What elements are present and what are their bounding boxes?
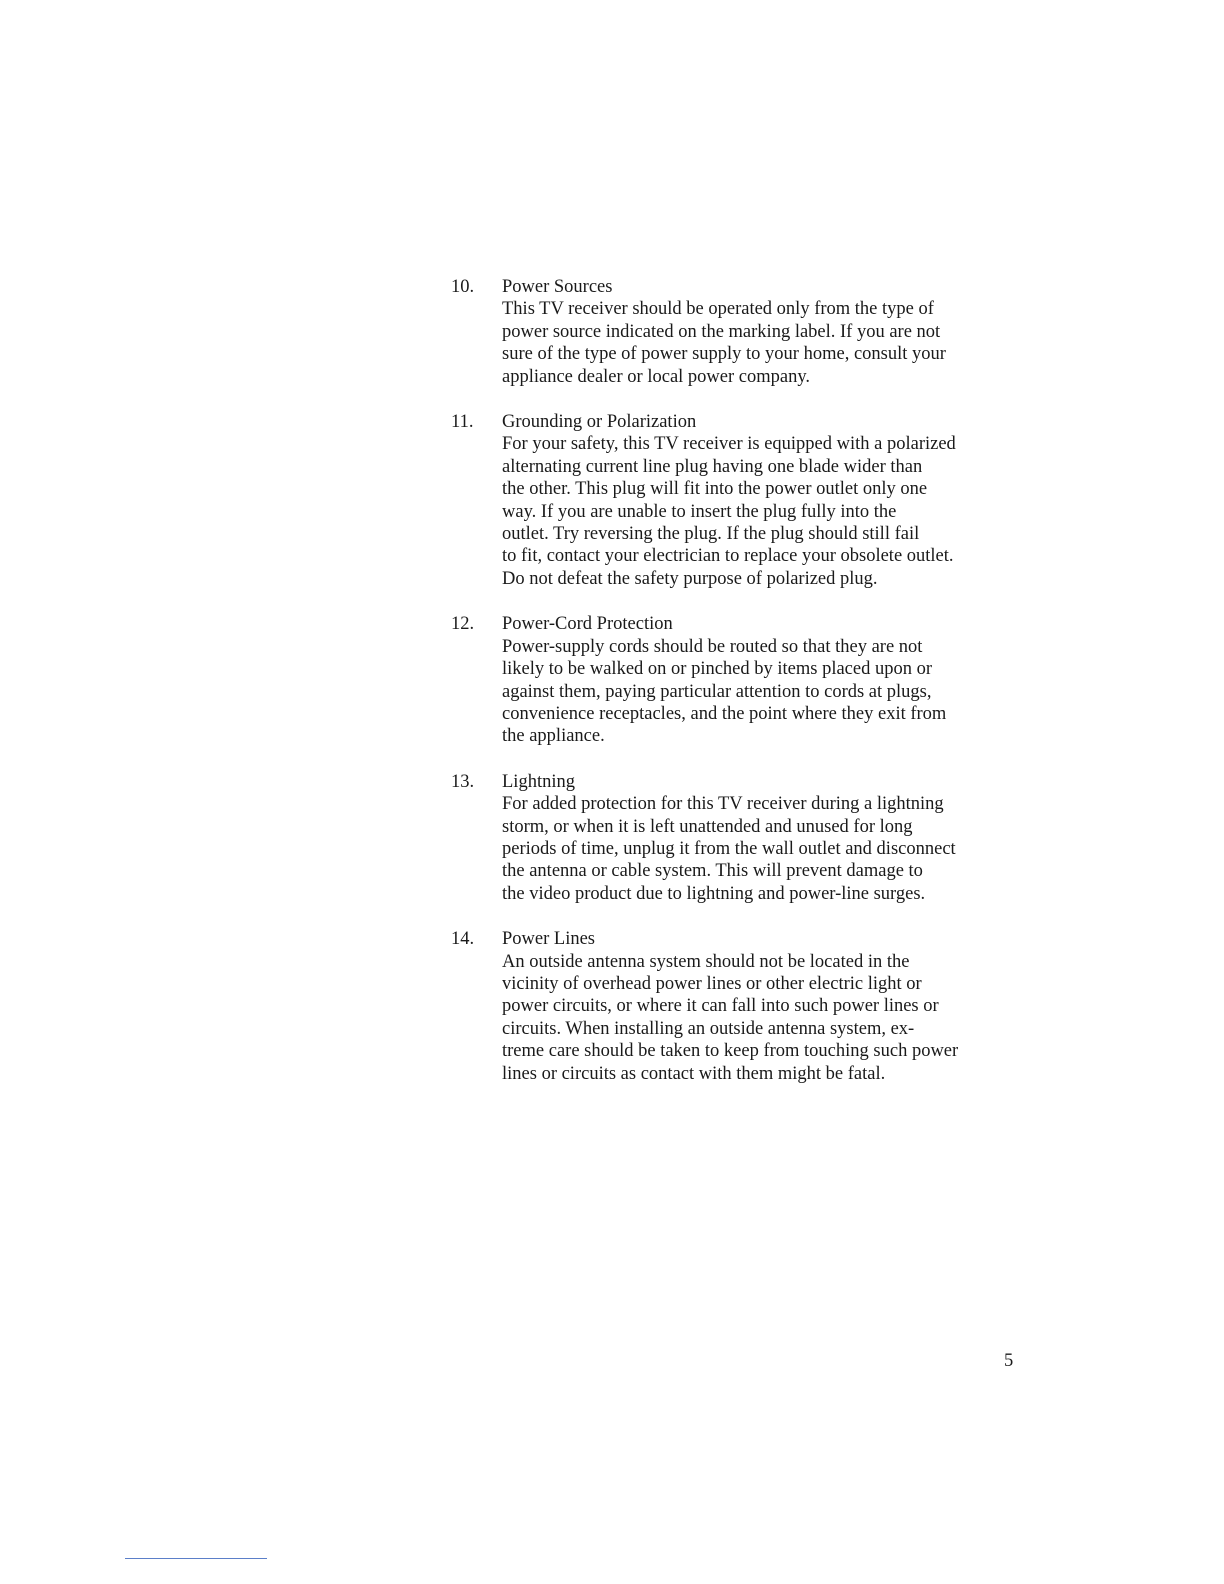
- item-body: [502, 276, 1051, 388]
- item-text-line: vicinity of overhead power lines or other electric light or: [502, 973, 922, 994]
- item-title: Power Sources: [502, 277, 613, 297]
- item-text-line: circuits. When installing an outside antenna system, ex-: [502, 1018, 915, 1039]
- item-text-line: Power-supply cords should be routed so that they are not: [502, 636, 923, 657]
- item-text-line: This TV receiver should be operated only from the type of: [502, 299, 934, 320]
- item-text-line: to fit, contact your electrician to replace your obsolete outlet.: [502, 546, 954, 567]
- item-text-line: sure of the type of power supply to your home, consult your: [502, 344, 946, 365]
- item-text-line: An outside antenna system should not be located in the: [502, 951, 910, 972]
- list-item-power-cord-protection: [451, 613, 1051, 747]
- item-body: [502, 771, 1051, 905]
- item-text-line: likely to be walked on or pinched by items placed upon or: [502, 659, 933, 680]
- item-title: Lightning: [502, 771, 575, 792]
- list-item-power-lines: [451, 928, 1051, 1085]
- item-body: [502, 613, 1051, 747]
- item-body: [502, 928, 1051, 1085]
- item-number: 14.: [451, 929, 475, 950]
- item-number: 11.: [451, 412, 474, 433]
- item-text-line: Do not defeat the safety purpose of polarized plug.: [502, 568, 878, 589]
- item-text-line: For added protection for this TV receiver during a lightning: [502, 794, 944, 815]
- item-body: [502, 411, 1051, 590]
- item-text-line: the video product due to lightning and power-line surges.: [502, 883, 926, 904]
- item-text-line: power circuits, or where it can fall into such power lines or: [502, 996, 939, 1017]
- item-text-line: the antenna or cable system. This will prevent damage to: [502, 861, 923, 882]
- safety-instructions-list: [451, 276, 1051, 1108]
- item-number: 12.: [451, 614, 475, 635]
- list-item-lightning: [451, 771, 1051, 905]
- item-text-line: appliance dealer or local power company.: [502, 366, 811, 387]
- list-item-grounding-polarization: [451, 411, 1051, 590]
- item-text-line: against them, paying particular attention to cords at plugs,: [502, 681, 932, 702]
- item-title: Grounding or Polarization: [502, 412, 697, 433]
- item-text-line: For your safety, this TV receiver is equipped with a polarized: [502, 434, 956, 455]
- item-text-line: convenience receptacles, and the point where they exit from: [502, 703, 947, 724]
- item-text-line: storm, or when it is left unattended and unused for long: [502, 816, 913, 837]
- item-title: Power-Cord Protection: [502, 614, 673, 635]
- item-text-line: alternating current line plug having one blade wider than: [502, 456, 923, 477]
- item-text-line: power source indicated on the marking label. If you are not: [502, 321, 941, 342]
- footer-divider: [125, 1558, 267, 1559]
- item-text-line: lines or circuits as contact with them might be fatal.: [502, 1063, 886, 1084]
- item-title: Power Lines: [502, 929, 595, 950]
- item-number: 10.: [451, 277, 475, 297]
- page-number: 5: [1004, 1351, 1014, 1371]
- item-number: 13.: [451, 771, 475, 792]
- item-text-line: outlet. Try reversing the plug. If the plug should still fail: [502, 524, 920, 545]
- item-text-line: way. If you are unable to insert the plug fully into the: [502, 501, 897, 522]
- item-text-line: the appliance.: [502, 726, 605, 747]
- list-item-power-sources: [451, 276, 1051, 388]
- item-text-line: periods of time, unplug it from the wall outlet and disconnect: [502, 838, 956, 859]
- item-text-line: treme care should be taken to keep from touching such power: [502, 1041, 959, 1062]
- item-text-line: the other. This plug will fit into the power outlet only one: [502, 479, 928, 500]
